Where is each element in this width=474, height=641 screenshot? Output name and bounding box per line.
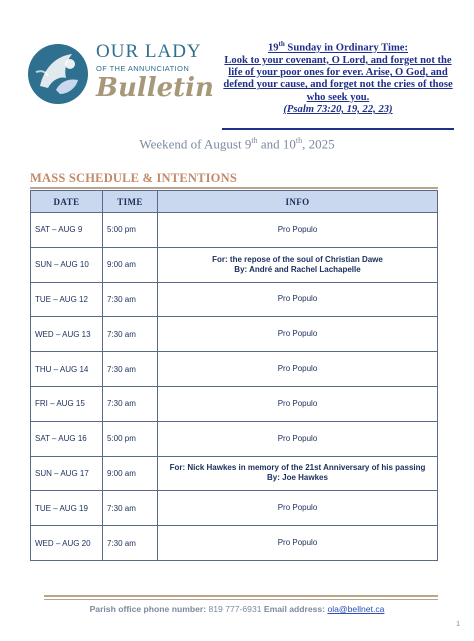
quote-divider [222,128,454,130]
cell-date: TUE – AUG 19 [31,491,103,526]
table-row [31,491,438,526]
phone-number: 819 777-6931 [206,604,264,614]
table-row [31,526,438,561]
quote-title: 19th Sunday in Ordinary Time: [267,40,409,54]
cell-info [158,352,438,387]
table-row [31,456,438,491]
cell-info [158,282,438,317]
cell-time: 7:30 am [103,317,158,352]
cell-time: 9:00 am [103,456,158,491]
table-row [31,282,438,317]
contact-footer [0,604,474,614]
header-info: INFO [158,191,438,213]
cell-time: 7:30 am [103,491,158,526]
cell-time: 7:30 am [103,352,158,387]
cell-date: THU – AUG 14 [31,352,103,387]
footer-divider-thick [44,595,438,597]
table-row [31,247,438,282]
table-row [31,213,438,248]
cell-info [158,247,438,282]
cell-info [158,526,438,561]
info-subtext: By: Joe Hawkes [267,473,328,483]
section-divider [30,187,438,189]
cell-date: WED – AUG 13 [31,317,103,352]
table-row [31,386,438,421]
logo-line-our-lady: OUR LADY [96,41,202,62]
cell-info [158,421,438,456]
cell-time: 7:30 am [103,282,158,317]
info-subtext: By: André and Rachel Lachapelle [234,264,361,274]
cell-date: SUN – AUG 17 [31,456,103,491]
quote-citation: (Psalm 73:20, 19, 22, 23) [283,104,393,116]
table-header-row [31,191,438,213]
header-date: DATE [31,191,103,213]
cell-info [158,213,438,248]
cell-time: 9:00 am [103,247,158,282]
info-text: Pro Populo [277,538,318,548]
cell-time: 5:00 pm [103,421,158,456]
table-row [31,421,438,456]
section-title: MASS SCHEDULE & INTENTIONS [30,171,237,185]
cell-date: SUN – AUG 10 [31,247,103,282]
info-text: Pro Populo [277,329,318,339]
cell-date: TUE – AUG 12 [31,282,103,317]
header-time: TIME [103,191,158,213]
cell-date: WED – AUG 20 [31,526,103,561]
info-text: Pro Populo [277,364,318,374]
info-text: Pro Populo [277,433,318,443]
info-text: For: the repose of the soul of Christian Dawe [212,254,383,264]
cell-info [158,317,438,352]
info-text: For: Nick Hawkes in memory of the 21st Anniversary of his passing [169,463,426,473]
cell-date: SAT – AUG 16 [31,421,103,456]
footer-divider-thin [44,599,438,600]
cell-time: 5:00 pm [103,213,158,248]
table-row [31,317,438,352]
mass-schedule-table [30,190,438,561]
weekend-heading: Weekend of August 9th and 10th, 2025 [139,136,335,152]
bulletin-logo [26,40,216,112]
cell-time: 7:30 am [103,526,158,561]
logo-line-bulletin: Bulletin [96,73,214,103]
cell-time: 7:30 am [103,386,158,421]
email-link[interactable]: ola@bellnet.ca [327,604,385,614]
cell-info [158,386,438,421]
cell-info [158,491,438,526]
info-text: Pro Populo [277,224,318,234]
table-row [31,352,438,387]
info-text: Pro Populo [277,398,318,408]
page-number: 1 [456,621,460,628]
cell-date: FRI – AUG 15 [31,386,103,421]
annunciation-emblem-icon [26,42,90,106]
phone-label: Parish office phone number: [89,604,207,614]
info-text: Pro Populo [277,294,318,304]
email-label: Email address: [263,604,326,614]
cell-date: SAT – AUG 9 [31,213,103,248]
info-text: Pro Populo [277,503,318,513]
cell-info [158,456,438,491]
quote-body: Look to your covenant, O Lord, and forget not the life of your poor ones for ever. Arise, O God, and defend your cause, and forget not the cries of those who seek you. [223,54,453,103]
sunday-quote [222,38,454,116]
logo-line-annunciation: OF THE ANNUNCIATION [96,64,190,73]
